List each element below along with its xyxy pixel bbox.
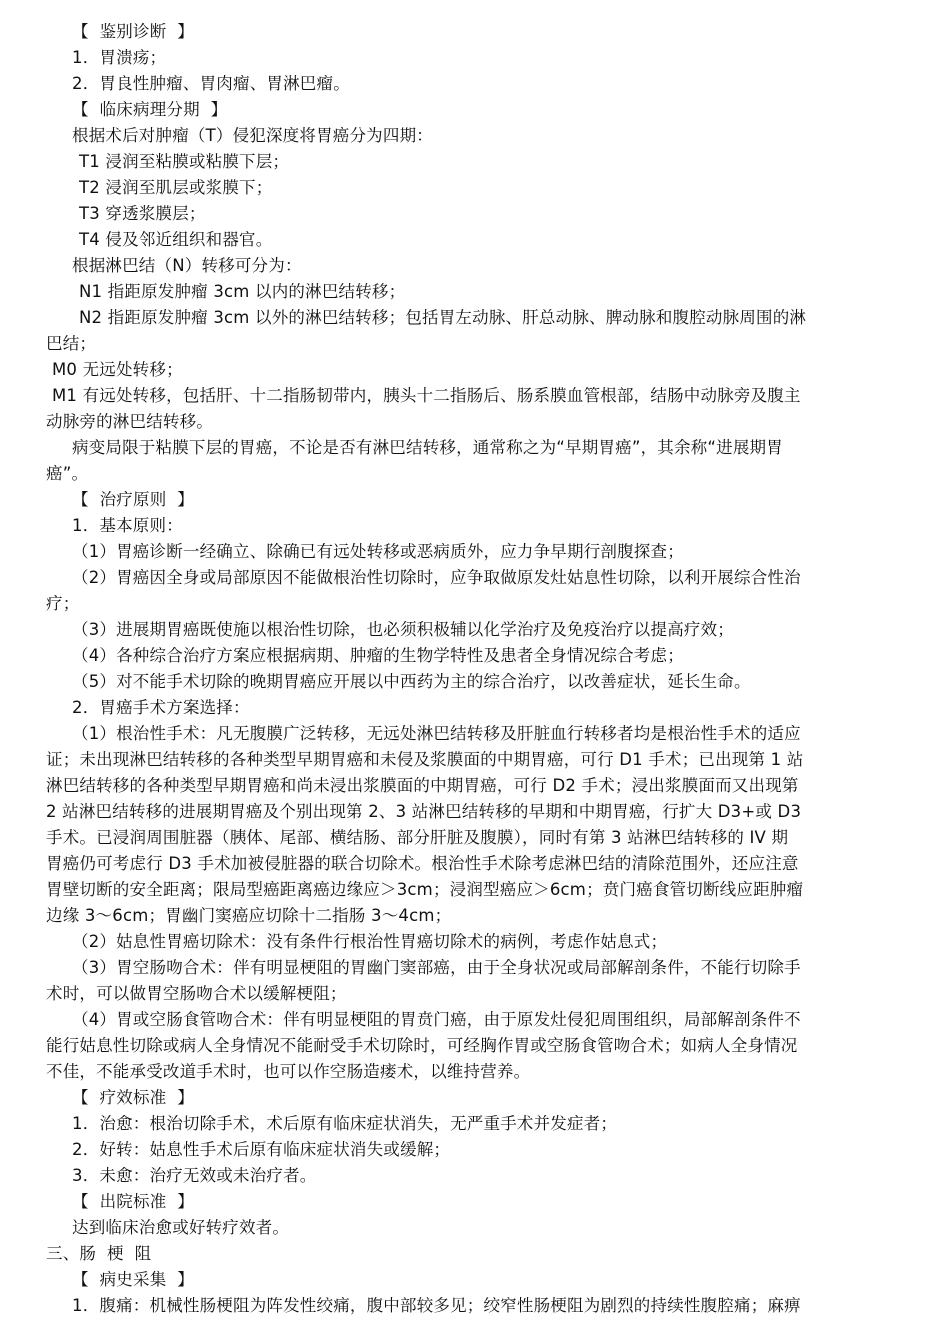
text-line: （4）各种综合治疗方案应根据病期、肿瘤的生物学特性及患者全身情况综合考虑； <box>72 646 684 665</box>
text-line: M0 无远处转移； <box>52 360 183 379</box>
text-line: 1．基本原则： <box>72 516 183 535</box>
text-line: 达到临床治愈或好转疗效者。 <box>72 1218 290 1237</box>
text-line: （1）胃癌诊断一经确立、除确已有远处转移或恶病质外，应力争早期行剖腹探查； <box>72 542 684 561</box>
text-line: 动脉旁的淋巴结转移。 <box>46 412 213 431</box>
text-line: 【 治疗原则 】 <box>72 490 194 509</box>
text-line: 2．好转：姑息性手术后原有临床症状消失或缓解； <box>72 1140 451 1159</box>
text-line: 2 站淋巴结转移的进展期胃癌及个别出现第 2、3 站淋巴结转移的早期和中期胃癌，行扩大 D3+或 D3 <box>46 802 802 821</box>
text-line: 淋巴结转移的各种类型早期胃癌和尚未浸出浆膜面的中期胃癌，可行 D2 手术；浸出浆膜面而又出现第 <box>46 776 799 795</box>
text-line: 2．胃良性肿瘤、胃肉瘤、胃淋巴瘤。 <box>72 74 350 93</box>
text-line: （4）胃或空肠食管吻合术：伴有明显梗阻的胃贲门癌，由于原发灶侵犯周围组织，局部解剖条件不 <box>72 1010 801 1029</box>
text-line: 【 疗效标准 】 <box>72 1088 194 1107</box>
text-line: 【 病史采集 】 <box>72 1270 194 1289</box>
text-line: 1．腹痛：机械性肠梗阻为阵发性绞痛，腹中部较多见；绞窄性肠梗阻为剧烈的持续性腹腔痛；麻痹 <box>72 1296 801 1315</box>
text-line: 根据术后对肿瘤（T）侵犯深度将胃癌分为四期： <box>72 126 433 145</box>
text-line: 手术。已浸润周围脏器（胰体、尾部、横结肠、部分肝脏及腹膜），同时有第 3 站淋巴结转移的 IV 期 <box>46 828 789 847</box>
text-line: N2 指距原发肿瘤 3cm 以外的淋巴结转移；包括胃左动脉、肝总动脉、脾动脉和腹腔动脉周围的淋 <box>79 308 807 327</box>
text-line: （2）胃癌因全身或局部原因不能做根治性切除时，应争取做原发灶姑息性切除，以利开展综合性治 <box>72 568 801 587</box>
text-line: 【 临床病理分期 】 <box>72 100 228 119</box>
text-line: N1 指距原发肿瘤 3cm 以内的淋巴结转移； <box>79 282 406 301</box>
text-line: 2．胃癌手术方案选择： <box>72 698 250 717</box>
text-line: T2 浸润至肌层或浆膜下； <box>79 178 273 197</box>
text-line: 证；未出现淋巴结转移的各种类型早期胃癌和未侵及浆膜面的中期胃癌，可行 D1 手术；已出现第 1 站 <box>46 750 804 769</box>
text-line: 1．治愈：根治切除手术，术后原有临床症状消失，无严重手术并发症者； <box>72 1114 618 1133</box>
text-line: T1 浸润至粘膜或粘膜下层； <box>79 152 290 171</box>
text-line: 3．未愈：治疗无效或未治疗者。 <box>72 1166 317 1185</box>
text-line: 术时，可以做胃空肠吻合术以缓解梗阻； <box>46 984 347 1003</box>
text-line: 1．胃溃疡； <box>72 48 167 67</box>
text-line: （5）对不能手术切除的晚期胃癌应开展以中西药为主的综合治疗，以改善症状，延长生命。 <box>72 672 751 691</box>
text-line: 能行姑息性切除或病人全身情况不能耐受手术切除时，可经胸作胃或空肠食管吻合术；如病人全身情况 <box>46 1036 798 1055</box>
text-line: 【 鉴别诊断 】 <box>72 22 194 41</box>
text-line: 巴结； <box>46 334 97 353</box>
text-line: T3 穿透浆膜层； <box>79 204 206 223</box>
text-line: 三、肠 梗 阻 <box>46 1244 152 1263</box>
text-line: （3）胃空肠吻合术：伴有明显梗阻的胃幽门窦部癌，由于全身状况或局部解剖条件，不能行切除手 <box>72 958 801 977</box>
text-line: （2）姑息性胃癌切除术：没有条件行根治性胃癌切除术的病例，考虑作姑息式； <box>72 932 668 951</box>
text-line: 病变局限于粘膜下层的胃癌，不论是否有淋巴结转移，通常称之为“早期胃癌”，其余称“进展期胃 <box>72 438 783 457</box>
text-line: 不佳，不能承受改道手术时，也可以作空肠造瘘术，以维持营养。 <box>46 1062 531 1081</box>
text-line: 【 出院标准 】 <box>72 1192 194 1211</box>
text-line: 疗； <box>46 594 80 613</box>
text-line: （3）进展期胃癌既使施以根治性切除，也必须积极辅以化学治疗及免疫治疗以提高疗效； <box>72 620 734 639</box>
text-line: M1 有远处转移，包括肝、十二指肠韧带内，胰头十二指肠后、肠系膜血管根部，结肠中动脉旁及腹主 <box>52 386 801 405</box>
text-line: （1）根治性手术：凡无腹膜广泛转移，无远处淋巴结转移及肝脏血行转移者均是根治性手术的适应 <box>72 724 801 743</box>
text-line: 根据淋巴结（N）转移可分为： <box>72 256 302 275</box>
text-line: 胃壁切断的安全距离；限局型癌距离癌边缘应＞3cm；浸润型癌应＞6cm；贲门癌食管切断线应距肿瘤 <box>46 880 804 899</box>
text-line: 癌”。 <box>46 464 89 483</box>
text-line: 边缘 3～6cm；胃幽门窦癌应切除十二指肠 3～4cm； <box>46 906 452 925</box>
text-line: T4 侵及邻近组织和器官。 <box>79 230 273 249</box>
text-line: 胃癌仍可考虑行 D3 手术加被侵脏器的联合切除术。根治性手术除考虑淋巴结的清除范围外，还应注意 <box>46 854 799 873</box>
